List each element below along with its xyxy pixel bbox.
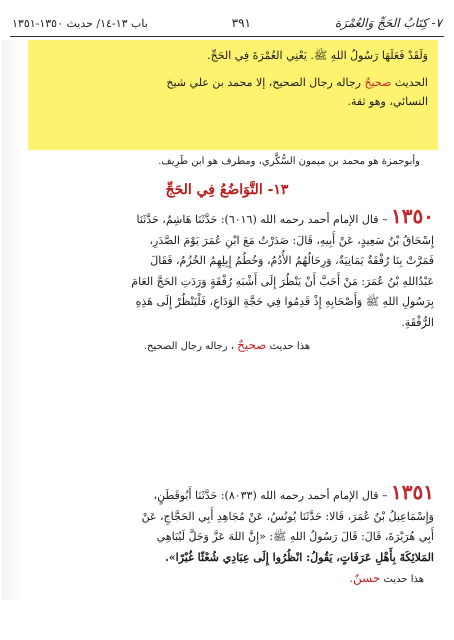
passage-grading xyxy=(38,73,428,92)
hadith-1351 xyxy=(20,482,434,591)
hadith-1350-grading xyxy=(20,335,434,358)
highlighted-passage xyxy=(28,40,438,150)
hadith-line: عَبْدُاللهِ بْنُ عُمَرَ: مَنْ أَحَبَّ أَنْ يَنْظُرَ إِلَى أَشْبَهِ رُفْقَةٍ وَرَدَتِ الحَجَّ العَامَ xyxy=(131,274,434,288)
hadith-line: الرُّفْقَةِ. xyxy=(401,315,434,329)
grading-prefix: هذا حديث xyxy=(269,341,311,352)
hadith-line: بِرَسُولِ اللهِ ﷺ وَأَصْحَابِهِ إِذْ قَدِمُوا فِي حَجَّةِ الوَدَاعِ، فَلْيَنْظُرْ إِلَى هَذِهِ xyxy=(135,295,434,308)
grading-prefix: الحديث xyxy=(394,76,428,89)
grading-word: صحيحٌ xyxy=(237,338,267,352)
grading-word: صحيحٌ xyxy=(364,76,392,89)
hadith-number: ١٣٥١ xyxy=(391,480,434,504)
hadith-line: المَلائِكَةَ بِأَهْلِ عَرَفَاتٍ، يَقُولُ: انْظُرُوا إِلَى عِبَادِي شُعْثًا غُبْرًا». xyxy=(164,550,434,564)
hadith-line: وَإِسْمَاعِيلُ بْنُ عُمَرَ، قَالا: حَدَّثَنَا يُونُسُ، عَنْ مُجَاهِدِ أَبِي الحَجَّاجِ، عَنْ xyxy=(141,509,434,523)
passage-line-3: النسائي، وهو ثقة. xyxy=(347,95,428,108)
hadith-number: ١٣٥٠ xyxy=(391,204,434,228)
page-number: ٣٩١ xyxy=(231,16,251,30)
chapter-title: ١٣- التَّوَاضُعُ فِي الحَجِّ xyxy=(165,182,289,198)
hadith-line: – قال الإمام أحمد رحمه الله (٦٠١٦): حَدَّثَنَا هَاشِمٌ، حَدَّثَنَا xyxy=(136,213,388,226)
hadith-1350 xyxy=(20,206,434,358)
passage-line-1: وَلَقَدْ فَعَلَهَا رَسُولُ اللهِ ﷺ. يَعْنِي العُمْرَةَ فِي الحَجِّ. xyxy=(207,49,428,62)
hadith-1351-grading xyxy=(20,568,434,591)
hadith-1351-first-line xyxy=(20,482,434,507)
section-reference: باب ١٣-١٤/ حديث ١٣٥٠-١٣٥١ xyxy=(12,16,148,30)
page-header xyxy=(12,10,442,36)
hadith-line: – قال الإمام أحمد رحمه الله (٨٠٣٣): حَدَّثَنَا أَبُوقَطَنٍ، xyxy=(153,489,388,502)
hadith-1350-first-line xyxy=(20,206,434,231)
book-title: ٧- كِتَابُ الحَجِّ وَالعُمْرَة xyxy=(334,16,442,30)
hadith-line: فَمَرَّتْ بِنَا رُفْقَةٌ يَمَانِيَةٌ، وَرِحَالُهُمُ الأُدُمُ، وَخُطُمُ إِبِلِهِمُ الخُزُمُ، فَقَالَ xyxy=(150,254,434,267)
hadith-line: أَبِي هُرَيْرَةَ، قَالَ: قَالَ رَسُولُ اللهِ ﷺ: «إِنَّ اللهَ عَزَّ وَجَلَّ لَيُبَاهِي xyxy=(156,530,434,543)
page-margin-shadow xyxy=(2,40,20,600)
hadith-line: إِسْحَاقُ بْنُ سَعِيدٍ، عَنْ أَبِيهِ، قَالَ: صَدَرْتُ مَعَ ابْنِ عُمَرَ يَوْمَ الصَّدَرِ، xyxy=(149,233,434,247)
header-rule xyxy=(10,36,444,37)
grading-rest: ، رجاله رجال الصحيح. xyxy=(143,341,234,352)
narrator-note: وأبوحمزة هو محمد بن ميمون السُّكَّري، ومطرف هو ابن طَرِيف. xyxy=(158,156,420,167)
grading-prefix: هذا حديث xyxy=(383,574,424,585)
grading-word: حسنٌ. xyxy=(349,571,381,585)
grading-rest: رجاله رجال الصحيح، إلا محمد بن علي شيخ xyxy=(166,76,361,89)
